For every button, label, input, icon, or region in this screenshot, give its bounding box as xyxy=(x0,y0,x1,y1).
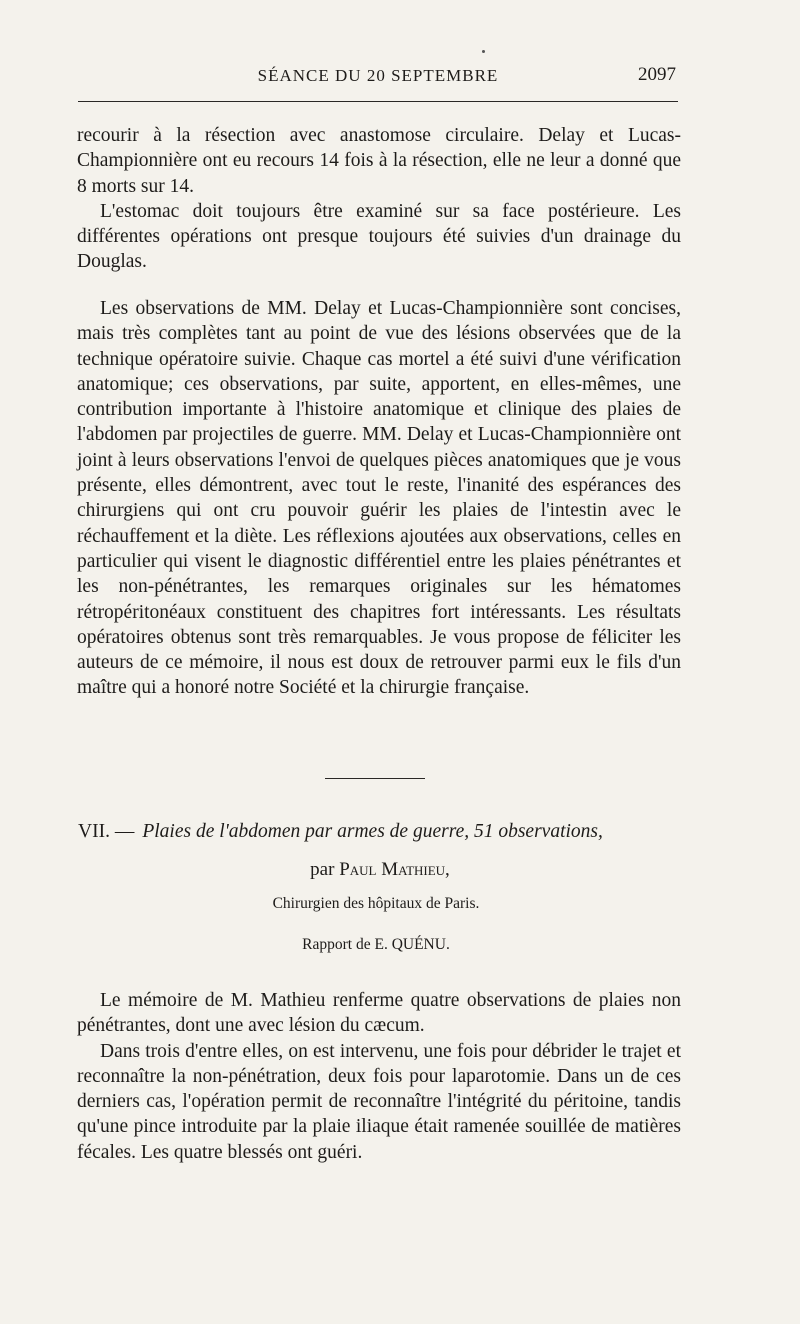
section-title: Plaies de l'abdomen par armes de guerre, 51 observations, xyxy=(142,821,603,842)
section-heading xyxy=(78,821,678,843)
page-number: 2097 xyxy=(638,64,676,85)
author-line xyxy=(0,859,760,881)
header-rule xyxy=(78,101,678,102)
report-line: Rapport de E. QUÉNU. xyxy=(302,936,450,953)
observations-text-block xyxy=(77,296,681,701)
running-head xyxy=(78,64,678,92)
section-divider xyxy=(325,778,425,779)
section-number: VII. — xyxy=(78,821,135,842)
author-name: Paul Mathieu, xyxy=(339,859,450,880)
running-head-title: SÉANCE DU 20 SEPTEMBRE xyxy=(257,66,499,85)
author-affiliation: Chirurgien des hôpitaux de Paris. xyxy=(272,895,480,912)
paragraph-continued: recourir à la résection avec anastomose circulaire. Delay et Lucas-Championnière ont eu recours 14 fois à la résection, elle ne leur a donné que 8 morts sur 14. xyxy=(77,125,681,197)
paragraph-memoire: Le mémoire de M. Mathieu renferme quatre observations de plaies non pénétrantes, dont une avec lésion du cæcum. xyxy=(77,990,681,1037)
paragraph-estomac: L'estomac doit toujours être examiné sur sa face postérieure. Les différentes opérations ont presque toujours été suivies d'un drainage du Douglas. xyxy=(77,200,681,273)
author-prefix: par xyxy=(310,859,335,880)
paragraph-interventions: Dans trois d'entre elles, on est intervenu, une fois pour débrider le trajet et reconnaître la non-pénétration, deux fois pour laparotomie. Dans un de ces derniers cas, l'opération permit de reconnaître l'intégrité du péritoine, tandis qu'une pince introduite par la plaie iliaque était ramenée souillée de matières fécales. Les quatre blessés ont guéri. xyxy=(77,1040,681,1163)
top-text-block xyxy=(77,123,681,275)
speck-mark xyxy=(482,50,485,53)
bottom-text-block xyxy=(77,988,681,1165)
paragraph-observations: Les observations de MM. Delay et Lucas-Championnière sont concises, mais très complètes tant au point de vue des lésions observées que de la technique opératoire suivie. Chaque cas mortel a été suivi d'une vérification anatomique; ces observations, par suite, apportent, en elles-mêmes, une contribution importante à l'histoire anatomique et clinique des plaies de l'abdomen par projectiles de guerre. MM. Delay et Lucas-Championnière ont joint à leurs observations l'envoi de quelques pièces anatomiques que je vous présente, elles démontrent, avec tout le reste, l'inanité des espérances des chirurgiens qui ont cru pouvoir guérir les plaies de l'intestin avec le réchauffement et la diète. Les réflexions ajoutées aux observations, celles en particulier qui visent le diagnostic différentiel entre les plaies pénétrantes et les non-pénétrantes, les remarques originales sur les hématomes rétropéritonéaux constituent des chapitres fort intéressants. Les résultats opératoires obtenus sont très remarquables. Je vous propose de féliciter les auteurs de ce mémoire, il nous est doux de retrouver parmi eux le fils d'un maître qui a honoré notre Société et la chirurgie française. xyxy=(77,298,681,699)
